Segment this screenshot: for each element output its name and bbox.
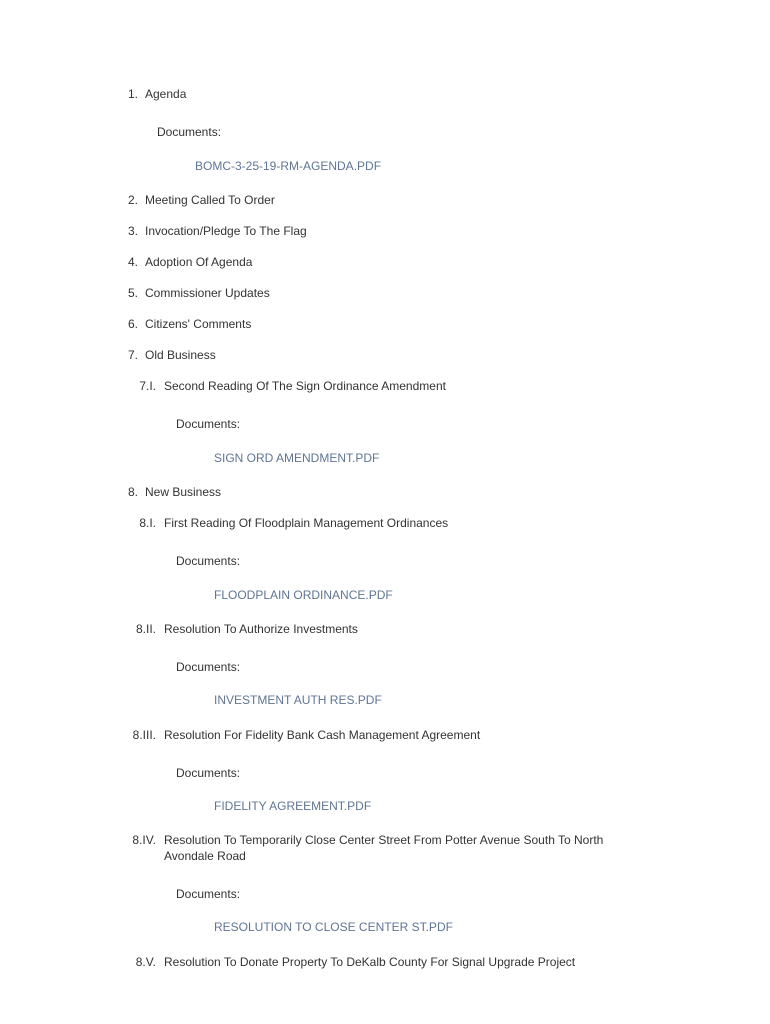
document-link-sign-ord[interactable]: SIGN ORD AMENDMENT.PDF xyxy=(214,451,380,465)
documents-label: Documents: xyxy=(176,766,241,780)
item-number: 8.IV. xyxy=(132,833,156,847)
document-link-floodplain[interactable]: FLOODPLAIN ORDINANCE.PDF xyxy=(214,588,393,602)
documents-label: Documents: xyxy=(176,660,241,674)
document-link-close-center-st[interactable]: RESOLUTION TO CLOSE CENTER ST.PDF xyxy=(214,920,453,934)
documents-label: Documents: xyxy=(176,887,241,901)
item-title: Citizens' Comments xyxy=(145,317,252,331)
item-number: 5. xyxy=(127,286,138,300)
item-number: 1. xyxy=(127,87,138,101)
item-title: Agenda xyxy=(145,87,187,101)
item-title: Commissioner Updates xyxy=(145,286,270,300)
item-title-line-1: Resolution To Temporarily Close Center Street From Potter Avenue South To North xyxy=(164,833,604,847)
item-title: Adoption Of Agenda xyxy=(145,255,253,269)
item-number: 8.I. xyxy=(139,516,156,530)
item-title: New Business xyxy=(145,485,222,499)
document-link-agenda[interactable]: BOMC-3-25-19-RM-AGENDA.PDF xyxy=(195,159,382,173)
item-number: 7.I. xyxy=(139,379,156,393)
item-number: 4. xyxy=(127,255,138,269)
documents-label: Documents: xyxy=(176,417,241,431)
item-title: Resolution To Authorize Investments xyxy=(164,622,358,636)
document-link-investment[interactable]: INVESTMENT AUTH RES.PDF xyxy=(214,693,382,707)
item-title: Resolution To Donate Property To DeKalb County For Signal Upgrade Project xyxy=(164,955,576,969)
item-title: Resolution For Fidelity Bank Cash Management Agreement xyxy=(164,728,481,742)
item-number: 2. xyxy=(127,193,138,207)
item-title: Second Reading Of The Sign Ordinance Amendment xyxy=(164,379,446,393)
item-number: 8.II. xyxy=(135,622,156,636)
document-link-fidelity[interactable]: FIDELITY AGREEMENT.PDF xyxy=(214,799,372,813)
item-number: 7. xyxy=(127,348,138,362)
item-title: Invocation/Pledge To The Flag xyxy=(145,224,307,238)
item-number: 8.III. xyxy=(132,728,156,742)
item-number: 3. xyxy=(127,224,138,238)
documents-label: Documents: xyxy=(157,125,222,139)
item-title: Old Business xyxy=(145,348,216,362)
item-title: First Reading Of Floodplain Management Ordinances xyxy=(164,516,449,530)
item-number: 8.V. xyxy=(135,955,156,969)
item-number: 8. xyxy=(127,485,138,499)
documents-label: Documents: xyxy=(176,554,241,568)
item-title: Meeting Called To Order xyxy=(145,193,275,207)
item-number: 6. xyxy=(127,317,138,331)
item-title-line-2: Avondale Road xyxy=(164,849,246,863)
